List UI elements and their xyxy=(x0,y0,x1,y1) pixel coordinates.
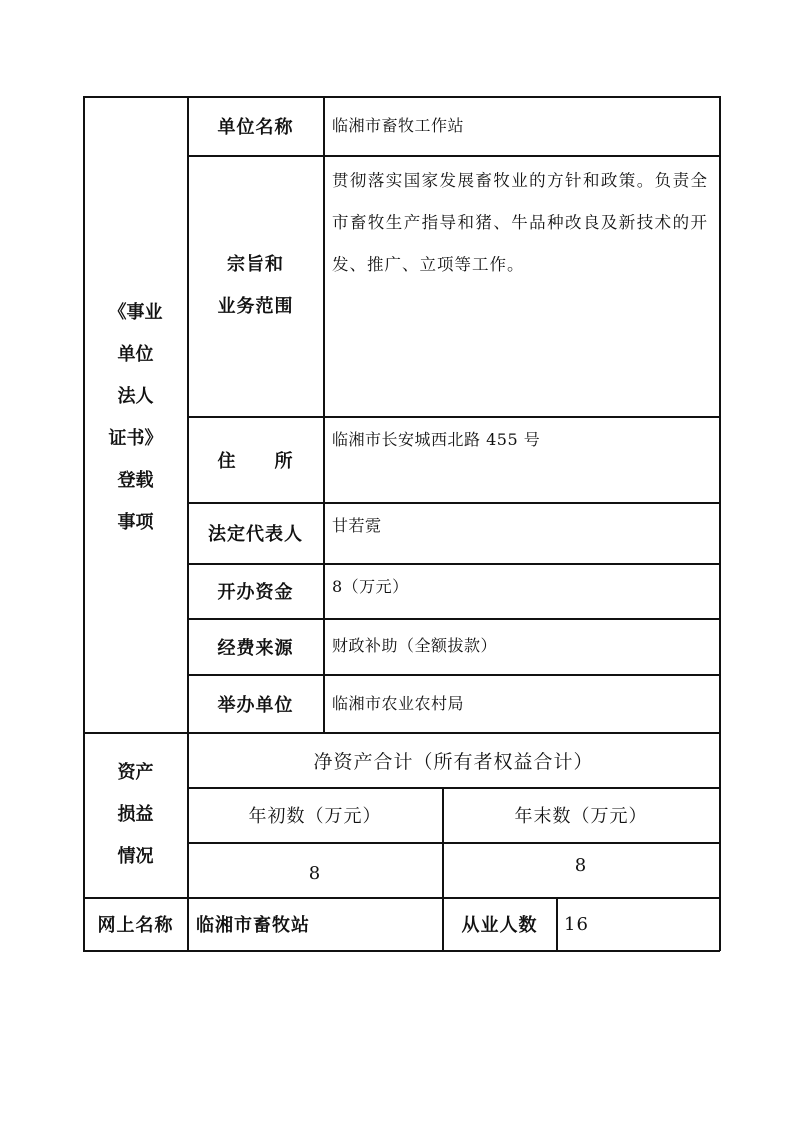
assets-begin-value: 8 xyxy=(308,862,322,884)
address-value: 临湘市长安城西北路 455 号 xyxy=(332,430,541,449)
divider-col2 xyxy=(323,96,325,733)
border-top xyxy=(83,96,720,98)
legal-rep-value: 甘若霓 xyxy=(332,516,382,535)
unit-name-label: 单位名称 xyxy=(217,117,294,138)
purpose-value: 贯彻落实国家发展畜牧业的方针和政策。负责全市畜牧生产指导和猪、牛品种改良及新技术的开发、推广、立项等工作。 xyxy=(332,171,708,274)
capital-label: 开办资金 xyxy=(217,582,294,603)
assets-begin-label: 年初数（万元） xyxy=(248,806,382,827)
assets-header: 净资产合计（所有者权益合计） xyxy=(313,750,594,773)
sponsor-label: 举办单位 xyxy=(217,694,294,716)
staff-count-value: 16 xyxy=(564,913,589,935)
divider-footer-staff xyxy=(556,897,558,951)
online-name-label: 网上名称 xyxy=(97,915,174,936)
unit-name-value: 临湘市畜牧工作站 xyxy=(332,116,465,135)
sponsor-value: 临湘市农业农村局 xyxy=(332,694,465,713)
assets-section-label: 资产 损益 情况 xyxy=(117,762,154,867)
legal-rep-label: 法定代表人 xyxy=(208,524,303,545)
assets-end-label: 年末数（万元） xyxy=(514,806,648,827)
capital-value: 8（万元） xyxy=(332,577,409,596)
border-bottom xyxy=(83,950,720,952)
staff-label: 从业人数 xyxy=(461,915,538,936)
funding-value: 财政补助（全额拔款） xyxy=(332,636,498,655)
border-right xyxy=(719,96,721,951)
funding-label: 经费来源 xyxy=(217,637,294,659)
registration-section-label: 《事业 单位 法人 证书》 登载 事项 xyxy=(108,302,163,533)
purpose-label: 宗旨和 业务范围 xyxy=(217,254,294,317)
online-name-value: 临湘市畜牧站 xyxy=(196,915,310,936)
address-label: 住 所 xyxy=(217,450,294,472)
assets-end-value: 8 xyxy=(574,854,588,876)
